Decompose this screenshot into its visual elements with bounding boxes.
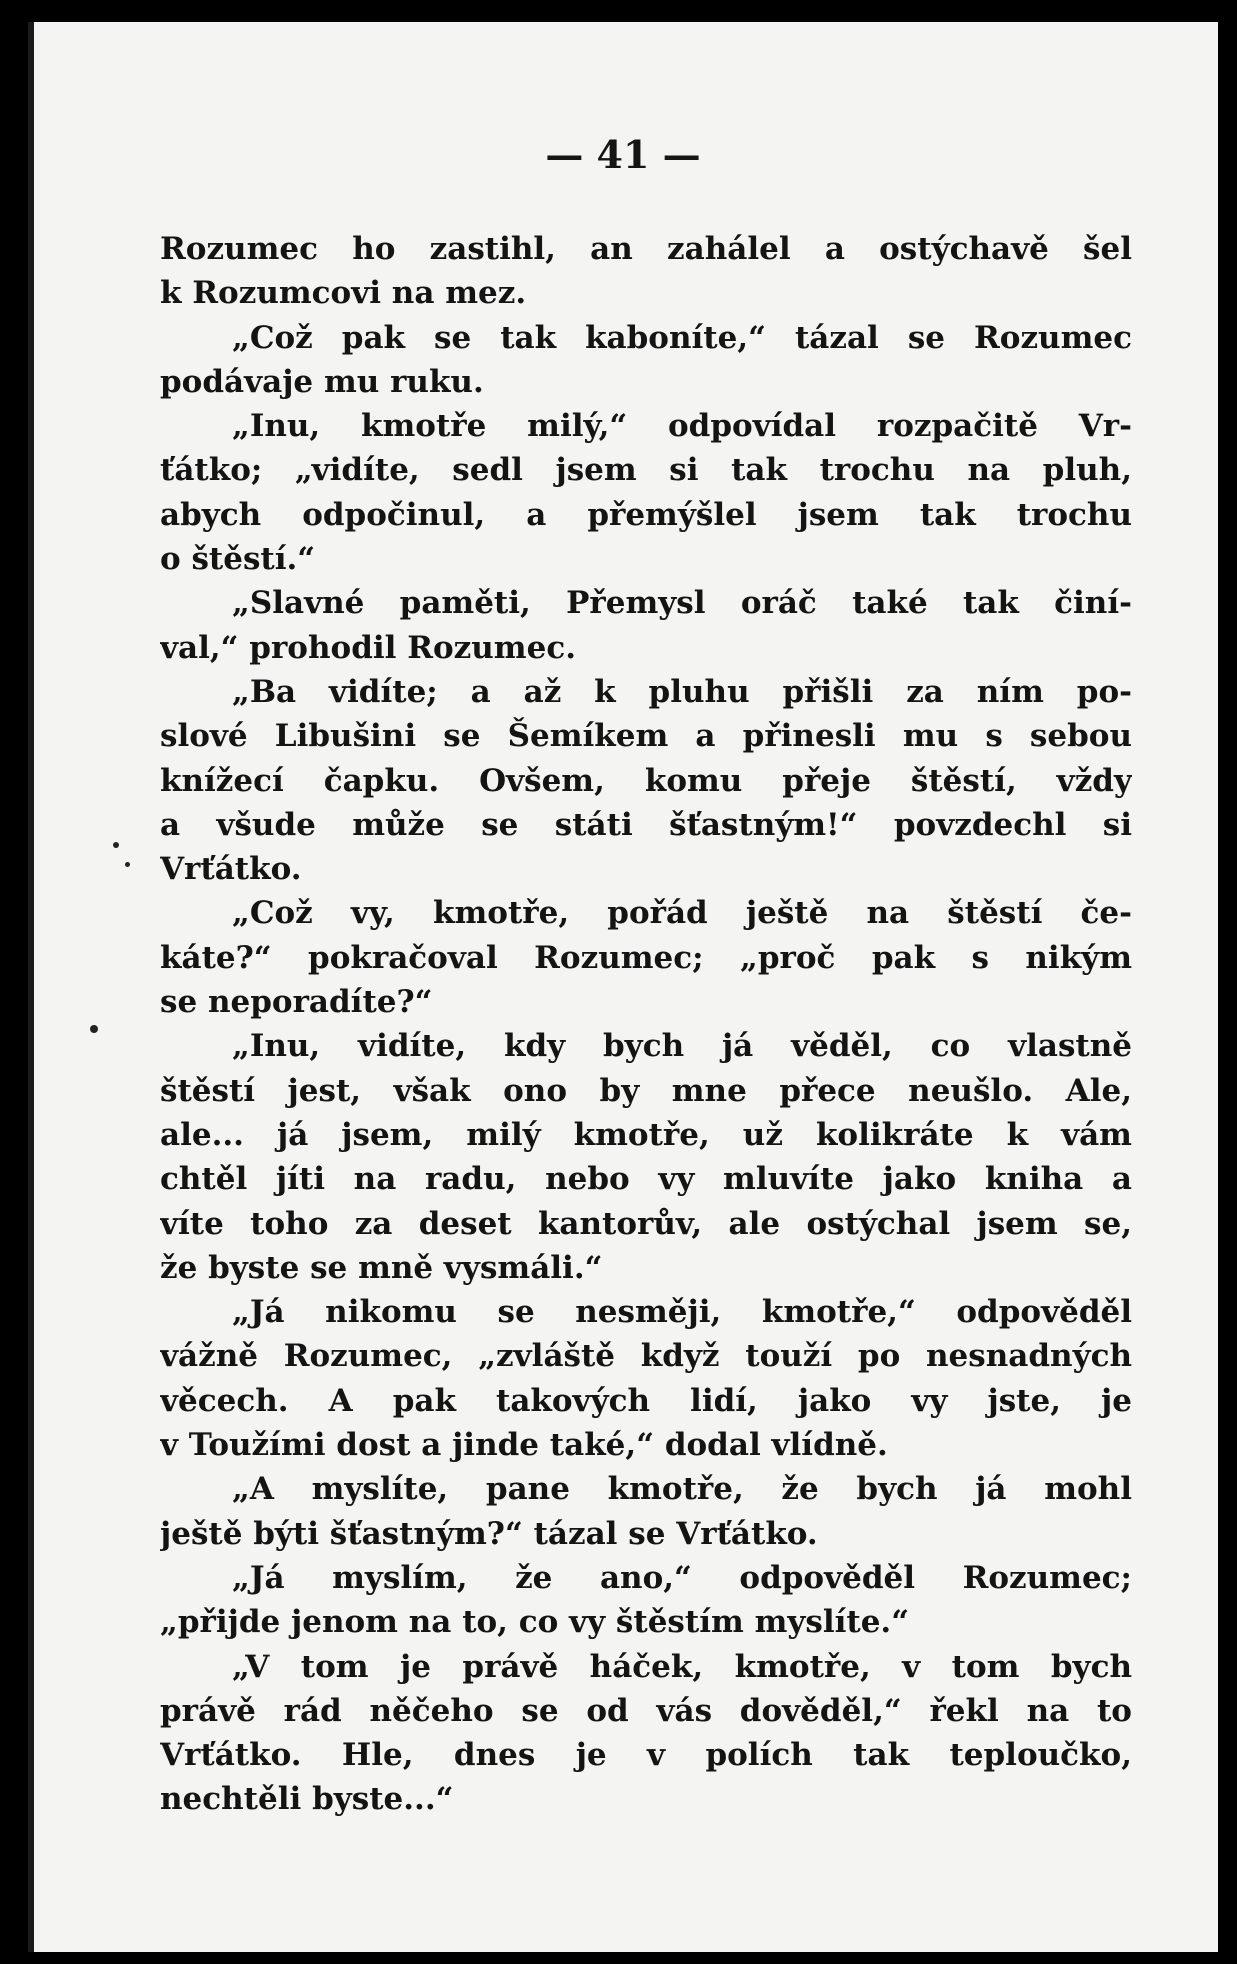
text-line: „Já nikomu se nesměji, kmotře,“ odpověděl xyxy=(232,1294,1132,1331)
text-line: podávaje mu ruku. xyxy=(160,363,484,400)
text-line: o štěstí.“ xyxy=(160,541,316,578)
text-line: ještě býti šťastným?“ tázal se Vrťátko. xyxy=(160,1515,818,1552)
text-line: Rozumec ho zastihl, an zahálel a ostýchavě šel xyxy=(160,231,1132,267)
text-line: „Což pak se tak kaboníte,“ tázal se Rozumec xyxy=(232,319,1132,356)
text-line: právě rád něčeho se od vás dověděl,“ řekl na to xyxy=(160,1692,1132,1729)
text-line: „Ba vidíte; a až k pluhu přišli za ním po- xyxy=(232,673,1132,710)
text-line: se neporadíte?“ xyxy=(160,984,433,1021)
text-line: „Já myslím, že ano,“ odpověděl Rozumec; xyxy=(232,1559,1132,1596)
page-number: — 41 — xyxy=(545,132,701,177)
body-text xyxy=(160,227,1132,1822)
text-line: knížecí čapku. Ovšem, komu přeje štěstí, vždy xyxy=(160,762,1132,799)
text-line: val,“ prohodil Rozumec. xyxy=(160,629,576,666)
text-line: ťátko; „vidíte, sedl jsem si tak trochu na pluh, xyxy=(160,452,1132,489)
text-line: vážně Rozumec, „zvláště když touží po nesnadných xyxy=(160,1338,1132,1375)
text-line: věcech. A pak takových lidí, jako vy jste, je xyxy=(160,1382,1132,1419)
text-line: „Slavné paměti, Přemysl oráč také tak činí- xyxy=(232,585,1132,622)
print-speck xyxy=(125,862,130,867)
text-line: Vrťátko. Hle, dnes je v polích tak teploučko, xyxy=(160,1737,1132,1774)
text-line: „Inu, vidíte, kdy bych já věděl, co vlastně xyxy=(232,1028,1132,1065)
text-line: že byste se mně vysmáli.“ xyxy=(160,1249,603,1286)
text-line: „přijde jenom na to, co vy štěstím myslíte.“ xyxy=(160,1604,910,1641)
text-line: nechtěli byste...“ xyxy=(160,1781,454,1818)
book-page xyxy=(28,22,1218,1952)
text-line: abych odpočinul, a přemýšlel jsem tak trochu xyxy=(160,496,1132,533)
text-line: „Což vy, kmotře, pořád ještě na štěstí če- xyxy=(232,895,1132,932)
text-line: „V tom je právě háček, kmotře, v tom bych xyxy=(232,1648,1132,1685)
print-speck xyxy=(113,842,119,848)
text-line: Vrťátko. xyxy=(160,851,302,888)
text-line: štěstí jest, však ono by mne přece neušlo. Ale, xyxy=(160,1072,1132,1109)
text-line: „Inu, kmotře milý,“ odpovídal rozpačitě Vr- xyxy=(232,408,1132,445)
text-line: káte?“ pokračoval Rozumec; „proč pak s nikým xyxy=(160,939,1132,976)
text-line: k Rozumcovi na mez. xyxy=(160,275,527,312)
text-line: ale... já jsem, milý kmotře, už kolikráte k vám xyxy=(160,1116,1132,1153)
print-speck xyxy=(90,1025,98,1033)
text-line: slové Libušini se Šemíkem a přinesli mu s sebou xyxy=(160,718,1132,755)
page-binding-edge xyxy=(28,22,34,1952)
text-line: „A myslíte, pane kmotře, že bych já mohl xyxy=(232,1471,1132,1508)
text-line: v Toužími dost a jinde také,“ dodal vlídně. xyxy=(160,1427,888,1464)
text-line: chtěl jíti na radu, nebo vy mluvíte jako kniha a xyxy=(160,1161,1132,1198)
text-line: a všude může se státi šťastným!“ povzdechl si xyxy=(160,806,1132,843)
text-line: víte toho za deset kantorův, ale ostýchal jsem se, xyxy=(160,1205,1132,1242)
